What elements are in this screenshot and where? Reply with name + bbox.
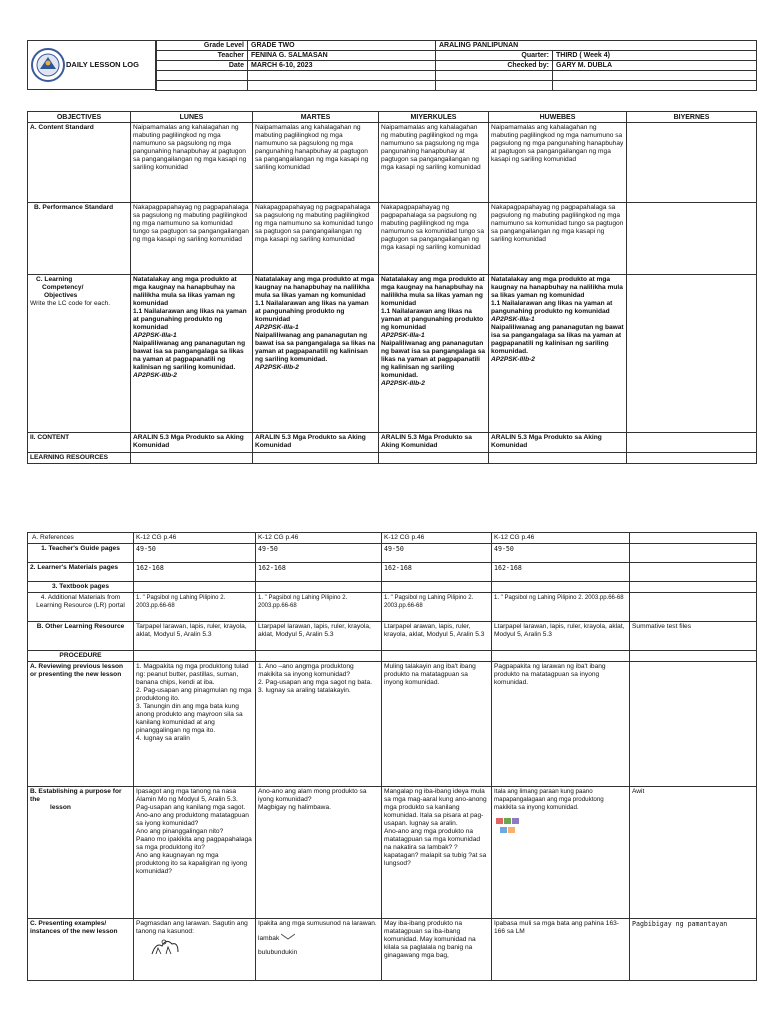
row-label: A. Reviewing previous lesson or presenting the new lesson bbox=[28, 662, 134, 787]
header-row-grade bbox=[156, 41, 757, 51]
content-row bbox=[28, 433, 757, 453]
mon-text: Pagmasdan ang larawan. Sagutin ang tanong na kasunod: bbox=[136, 920, 248, 935]
cell-wed bbox=[379, 275, 489, 433]
row-label bbox=[28, 787, 134, 919]
lc-text: Natatalakay ang mga produkto at mga kaugnay na hanapbuhay na nalilikha mula sa likas yaman ng komunidad bbox=[491, 276, 623, 299]
row-label: A. Content Standard bbox=[28, 123, 131, 203]
header-logo-box bbox=[27, 40, 157, 90]
cell-fri bbox=[627, 203, 757, 275]
cell-thu bbox=[489, 275, 627, 433]
cell-fri: Awit bbox=[630, 787, 757, 919]
header-value: MARCH 6-10, 2023 bbox=[248, 61, 436, 71]
lc-label-3: Objectives bbox=[44, 292, 78, 299]
other-resources-row bbox=[28, 622, 757, 651]
tue-bulubundukin: bulubundukin bbox=[258, 949, 298, 956]
header-value: GRADE TWO bbox=[248, 41, 436, 51]
cell-mon: K-12 CG p.46 bbox=[134, 533, 256, 544]
cell-mon: 1. Magpakita ng mga produktong tulad ng: peanut butter, pastillas, suman, banana chips, kendi at iba. 2. Pag-usapan ang pinagmulan ng mga produktong ito. 3. Tanungin din ang mga bata kung anong produkto ang mayroon sila sa kanilang komunidad at ang pinanggalingan ng mga ito. 4. Iugnay sa aralin bbox=[134, 662, 256, 787]
day-wednesday: MIYERKULES bbox=[379, 112, 489, 123]
cell-tue: K-12 CG p.46 bbox=[256, 533, 382, 544]
day-monday: LUNES bbox=[131, 112, 253, 123]
color-block bbox=[508, 827, 515, 833]
lambak-label: lambak bbox=[258, 935, 280, 942]
cell-mon bbox=[134, 919, 256, 981]
header-table bbox=[155, 40, 757, 91]
additional-materials-row bbox=[28, 593, 757, 622]
cell-fri bbox=[627, 123, 757, 203]
lc-text: Natatalakay ang mga produkto at mga kaugnay na hanapbuhay na nalilikha mula sa likas yaman ng komunidad bbox=[133, 276, 237, 307]
cell-thu: ARALIN 5.3 Mga Produkto sa Aking Komunidad bbox=[489, 433, 627, 453]
cell-fri bbox=[630, 563, 757, 582]
cell-mon: Tarpapel larawan, lapis, ruler, krayola, aklat, Modyul 5, Aralin 5.3 bbox=[134, 622, 256, 651]
lc-code: AP2PSK-IIIb-2 bbox=[381, 380, 425, 387]
objectives-table bbox=[27, 111, 757, 464]
header-label: Grade Level bbox=[156, 41, 248, 51]
cell-wed: Ltarpapel arawan, lapis, ruler, krayola, aklat, Modyul 5, Aralin 5.3 bbox=[382, 622, 492, 651]
lc-text: Natatalakay ang mga produkto at mga kaugnay na hanapbuhay na nalilikha mula sa likas yaman ng komunidad bbox=[381, 276, 485, 307]
sketch-illustration-icon bbox=[148, 936, 182, 958]
lc-text: Naipaliliwanag ang pananagutan ng bawat isa sa pangangalaga sa likas na yaman at pagpapanatili ng kalinisan ng sariling komunidad. bbox=[491, 324, 624, 355]
lc-text: 1.1 Nailalarawan ang likas na yaman at pangunahing produkto ng komunidad bbox=[381, 308, 484, 331]
row-label: 1. Teacher's Guide pages bbox=[28, 544, 134, 563]
cell-tue bbox=[256, 919, 382, 981]
lc-text: 1.1 Nailalarawan ang likas na yaman at pangunahing produkto ng komunidad bbox=[491, 300, 613, 315]
cell-wed: Mangalap ng iba-ibang ideya mula sa mga mag-aaral kung ano-anong mga produkto sa kanilang komunidad. Itala sa pisara at pag-usapan. Iugnay sa aralin. Ano-ano ang mga produkto na matatagpuan sa mga komunidad na nakatira sa lambak? ?kapatagan? malapit sa tubig ?at sa lungsod? bbox=[382, 787, 492, 919]
cell-thu: 49-50 bbox=[492, 544, 630, 563]
cell-tue bbox=[253, 275, 379, 433]
performance-standard-row bbox=[28, 203, 757, 275]
cell-thu: K-12 CG p.46 bbox=[492, 533, 630, 544]
reviewing-row bbox=[28, 662, 757, 787]
color-block bbox=[504, 818, 511, 824]
learners-materials-row bbox=[28, 563, 757, 582]
day-header-row bbox=[28, 112, 757, 123]
est-label-1: B. Establishing a purpose for the bbox=[30, 788, 122, 803]
lc-text: Naipaliliwanag ang pananagutan ng bawat isa sa pangangalaga sa likas na yaman at pagpapanatili ng kalinisan ng sariling komunidad. bbox=[255, 332, 376, 363]
cell-thu bbox=[492, 787, 630, 919]
cell-tue: Nakapagpapahayag ng pagpapahalaga sa pagsulong ng mabuting paglilingkod ng mga namumuno sa komunidad tungo sa pagtugon sa pangangailangan ng mga kasapi ng sariling komunidad bbox=[253, 203, 379, 275]
lc-text: 1.1 Nailalarawan ang likas na yaman at pangunahing produkto ng komunidad bbox=[133, 308, 247, 331]
resources-procedure-table bbox=[27, 532, 757, 981]
lc-code: AP2PSK-IIIb-2 bbox=[255, 364, 299, 371]
textbook-row bbox=[28, 582, 757, 593]
lc-label-4: Write the LC code for each. bbox=[30, 300, 111, 307]
day-friday: BIYERNES bbox=[627, 112, 757, 123]
header-value: THIRD ( Week 4) bbox=[553, 51, 757, 61]
lc-code: AP2PSK-IIIb-2 bbox=[491, 356, 535, 363]
row-label: 2. Learner's Materials pages bbox=[28, 563, 134, 582]
row-label: A. References bbox=[28, 533, 134, 544]
cell-wed: ARALIN 5.3 Mga Produkto sa Aking Komunidad bbox=[379, 433, 489, 453]
lc-code: AP2PSK-IIIb-2 bbox=[133, 372, 177, 379]
cell-wed: 49-50 bbox=[382, 544, 492, 563]
header-value: GARY M. DUBLA bbox=[553, 61, 757, 71]
lc-text: Natatalakay ang mga produkto at mga kaugnay na hanapbuhay na nalilikha mula sa likas yaman ng komunidad bbox=[255, 276, 375, 299]
content-standard-row bbox=[28, 123, 757, 203]
references-row bbox=[28, 533, 757, 544]
cell-thu: 1. " Pagsibol ng Lahing Pilipino 2. 2003.pp.66-68 bbox=[492, 593, 630, 622]
cell-tue: Naipamamalas ang kahalagahan ng mabuting paglilingkod ng mga namumuno sa pagsulong ng mga pangunahing hanapbuhay at pagtugon sa pangangailangan ng mga kasapi ng sariling komunidad bbox=[253, 123, 379, 203]
cell-wed: Muling talakayin ang iba't ibang produkto na matatagpuan sa inyong komunidad. bbox=[382, 662, 492, 787]
cell-wed: K-12 CG p.46 bbox=[382, 533, 492, 544]
presenting-row bbox=[28, 919, 757, 981]
cell-tue: ARALIN 5.3 Mga Produkto sa Aking Komunidad bbox=[253, 433, 379, 453]
cell-mon: Naipamamalas ang kahalagahan ng mabuting paglilingkod ng mga namumuno sa pagsulong ng mga pangunahing hanapbuhay at pagtugon sa pangangailangan ng mga kasapi ng sariling komunidad bbox=[131, 123, 253, 203]
header-row-date bbox=[156, 61, 757, 71]
cell-fri bbox=[630, 544, 757, 563]
row-label: PROCEDURE bbox=[28, 651, 134, 662]
header-subject: ARALING PANLIPUNAN bbox=[436, 41, 757, 51]
cell-fri: Summative test files bbox=[630, 622, 757, 651]
est-label-2: lesson bbox=[50, 804, 71, 811]
row-label: B. Performance Standard bbox=[28, 203, 131, 275]
cell-mon: ARALIN 5.3 Mga Produkto sa Aking Komunidad bbox=[131, 433, 253, 453]
cell-fri bbox=[630, 593, 757, 622]
valley-icon bbox=[281, 932, 295, 940]
header-label: Checked by: bbox=[436, 61, 553, 71]
cell-tue: 1. " Pagsibol ng Lahing Pilipino 2. 2003.pp.66-68 bbox=[256, 593, 382, 622]
learning-competency-row bbox=[28, 275, 757, 433]
header-value: FENINA G. SALMASAN bbox=[248, 51, 436, 61]
row-label: II. CONTENT bbox=[28, 433, 131, 453]
row-label: B. Other Learning Resource bbox=[28, 622, 134, 651]
cell-mon: Nakapagpapahayag ng pagpapahalaga sa pagsulong ng mabuting paglilingkod ng mga namumuno sa komunidad tungo sa pagtugon sa pangangailangan ng mga kasapi ng sariling komunidad bbox=[131, 203, 253, 275]
lc-code: AP2PSK-IIIa-1 bbox=[255, 324, 299, 331]
cell-wed: May iba-ibang produkto na matatagpuan sa iba-ibang komunidad. May komunidad na kilala sa paglalala ng banig na ginagawang mga bag, bbox=[382, 919, 492, 981]
header-row-teacher bbox=[156, 51, 757, 61]
cell-wed: 162-168 bbox=[382, 563, 492, 582]
cell-mon: Ipasagot ang mga tanong na nasa Alamin Mo ng Modyul 5, Aralin 5.3. Pag-usapan ang kanilang mga sagot. Ano-ano ang produktong matatagpuan sa iyong komunidad? Ano ang pinanggalingan nito? Paano mo ipakikita ang pagpapahalaga sa mga produktong ito? Ano ang kaugnayan ng mga produktong ito sa kapaligiran ng iyong komunidad? bbox=[134, 787, 256, 919]
cell-mon: 1. " Pagsibol ng Lahing Pilipino 2. 2003.pp.66-68 bbox=[134, 593, 256, 622]
day-tuesday: MARTES bbox=[253, 112, 379, 123]
lc-text: Naipaliliwanag ang pananagutan ng bawat isa sa pangangalaga sa likas na yaman at pagpapanatili ng kalinisan ng sariling komunidad. bbox=[381, 340, 486, 379]
cell-tue: Ltarpapel larawan, lapis, ruler, krayola, aklat, Modyul 5, Aralin 5.3 bbox=[256, 622, 382, 651]
cell-wed: 1. " Pagsibol ng Lahing Pilipino 2. 2003.pp.66-68 bbox=[382, 593, 492, 622]
header-row-empty bbox=[156, 81, 757, 91]
lc-label-1: C. Learning bbox=[36, 276, 73, 283]
color-blocks-figure bbox=[496, 818, 627, 836]
cell-tue: 49-50 bbox=[256, 544, 382, 563]
row-label: 4. Additional Materials from Learning Resource (LR) portal bbox=[28, 593, 134, 622]
cell-thu: Nakapagpapahayag ng pagpapahalaga sa pagsulong ng mabuting paglilingkod ng mga namumuno sa komunidad tungo sa pagtugon sa pangangailangan ng mga kasapi ng sariling komunidad bbox=[489, 203, 627, 275]
color-block bbox=[512, 818, 519, 824]
cell-thu: Ltarpapel larawan, lapis, ruler, krayola, aklat, Modyul 5, Aralin 5.3 bbox=[492, 622, 630, 651]
cell-tue: Ano-ano ang alam mong produkto sa iyong komunidad? Magbigay ng halimbawa. bbox=[256, 787, 382, 919]
lc-code: AP2PSK-IIIa-1 bbox=[381, 332, 425, 339]
header-label: Quarter: bbox=[436, 51, 553, 61]
cell-thu: Pagpapakita ng larawan ng iba't ibang produkto na matatagpuan sa inyong komunidad. bbox=[492, 662, 630, 787]
day-thursday: HUWEBES bbox=[489, 112, 627, 123]
cell-fri bbox=[630, 662, 757, 787]
cell-thu: 162-168 bbox=[492, 563, 630, 582]
learning-resources-row bbox=[28, 453, 757, 464]
cell-tue: 1. Ano –ano angmga produktong makikita sa inyong komunidad? 2. Pag-usapan ang mga sagot ng bata. 3. Iugnay sa araling tatalakayin. bbox=[256, 662, 382, 787]
row-label: LEARNING RESOURCES bbox=[28, 453, 131, 464]
cell-wed: Naipamamalas ang kahalagahan ng mabuting paglilingkod ng mga namumuno sa pagsulong ng mga pangunahing hanapbuhay at pagtugon sa pangangailangan ng mga kasapi ng sariling komunidad bbox=[379, 123, 489, 203]
row-label: 3. Textbook pages bbox=[28, 582, 134, 593]
cell-mon bbox=[131, 275, 253, 433]
cell-fri bbox=[630, 533, 757, 544]
cell-thu: Naipamamalas ang kahalagahan ng mabuting paglilingkod ng mga namumuno sa pagsulong ng mga pangunahing hanapbuhay at pagtugon sa pangangailangan ng mga kasapi ng sariling komunidad bbox=[489, 123, 627, 203]
color-block bbox=[500, 827, 507, 833]
cell-wed: Nakapagpapahayag ng pagpapahalaga sa pagsulong ng mabuting paglilingkod ng mga namumuno sa komunidad tungo sa pagtugon sa pangangailangan ng mga kasapi ng sariling komunidad bbox=[379, 203, 489, 275]
lc-code: AP2PSK-IIIa-1 bbox=[133, 332, 177, 339]
lc-text: 1.1 Nailalarawan ang likas na yaman at pangunahing produkto ng komunidad bbox=[255, 300, 369, 323]
objectives-header: OBJECTIVES bbox=[28, 112, 131, 123]
teachers-guide-row bbox=[28, 544, 757, 563]
header-label: Date bbox=[156, 61, 248, 71]
cell-fri bbox=[627, 433, 757, 453]
cell-fri: Pagbibigay ng pamantayan bbox=[630, 919, 757, 981]
thu-text: Itala ang limang paraan kung paano mapapangalagaan ang mga produktong makikita sa inyong komunidad. bbox=[494, 788, 604, 811]
deped-seal-icon bbox=[30, 47, 66, 83]
tue-lambak bbox=[258, 932, 379, 943]
cell-fri bbox=[627, 275, 757, 433]
row-label bbox=[28, 275, 131, 433]
row-label: C. Presenting examples/ instances of the new lesson bbox=[28, 919, 134, 981]
cell-thu: Ipabasa muli sa mga bata ang pahina 163-166 sa LM bbox=[492, 919, 630, 981]
lc-label-2: Competency/ bbox=[42, 284, 84, 291]
establishing-row bbox=[28, 787, 757, 919]
procedure-row bbox=[28, 651, 757, 662]
tue-text: Ipakita ang mga sumusunod na larawan. bbox=[258, 920, 377, 927]
doc-title: DAILY LESSON LOG bbox=[66, 60, 139, 69]
cell-mon: 49-50 bbox=[134, 544, 256, 563]
lc-code: AP2PSK-IIIa-1 bbox=[491, 316, 535, 323]
cell-mon: 162-168 bbox=[134, 563, 256, 582]
lc-text: Naipaliliwanag ang pananagutan ng bawat isa sa pangangalaga sa likas na yaman at pagpapanatili ng kalinisan ng sariling komunidad. bbox=[133, 340, 246, 371]
cell-tue: 162-168 bbox=[256, 563, 382, 582]
color-block bbox=[496, 818, 503, 824]
header-row-empty bbox=[156, 71, 757, 81]
header-label: Teacher bbox=[156, 51, 248, 61]
